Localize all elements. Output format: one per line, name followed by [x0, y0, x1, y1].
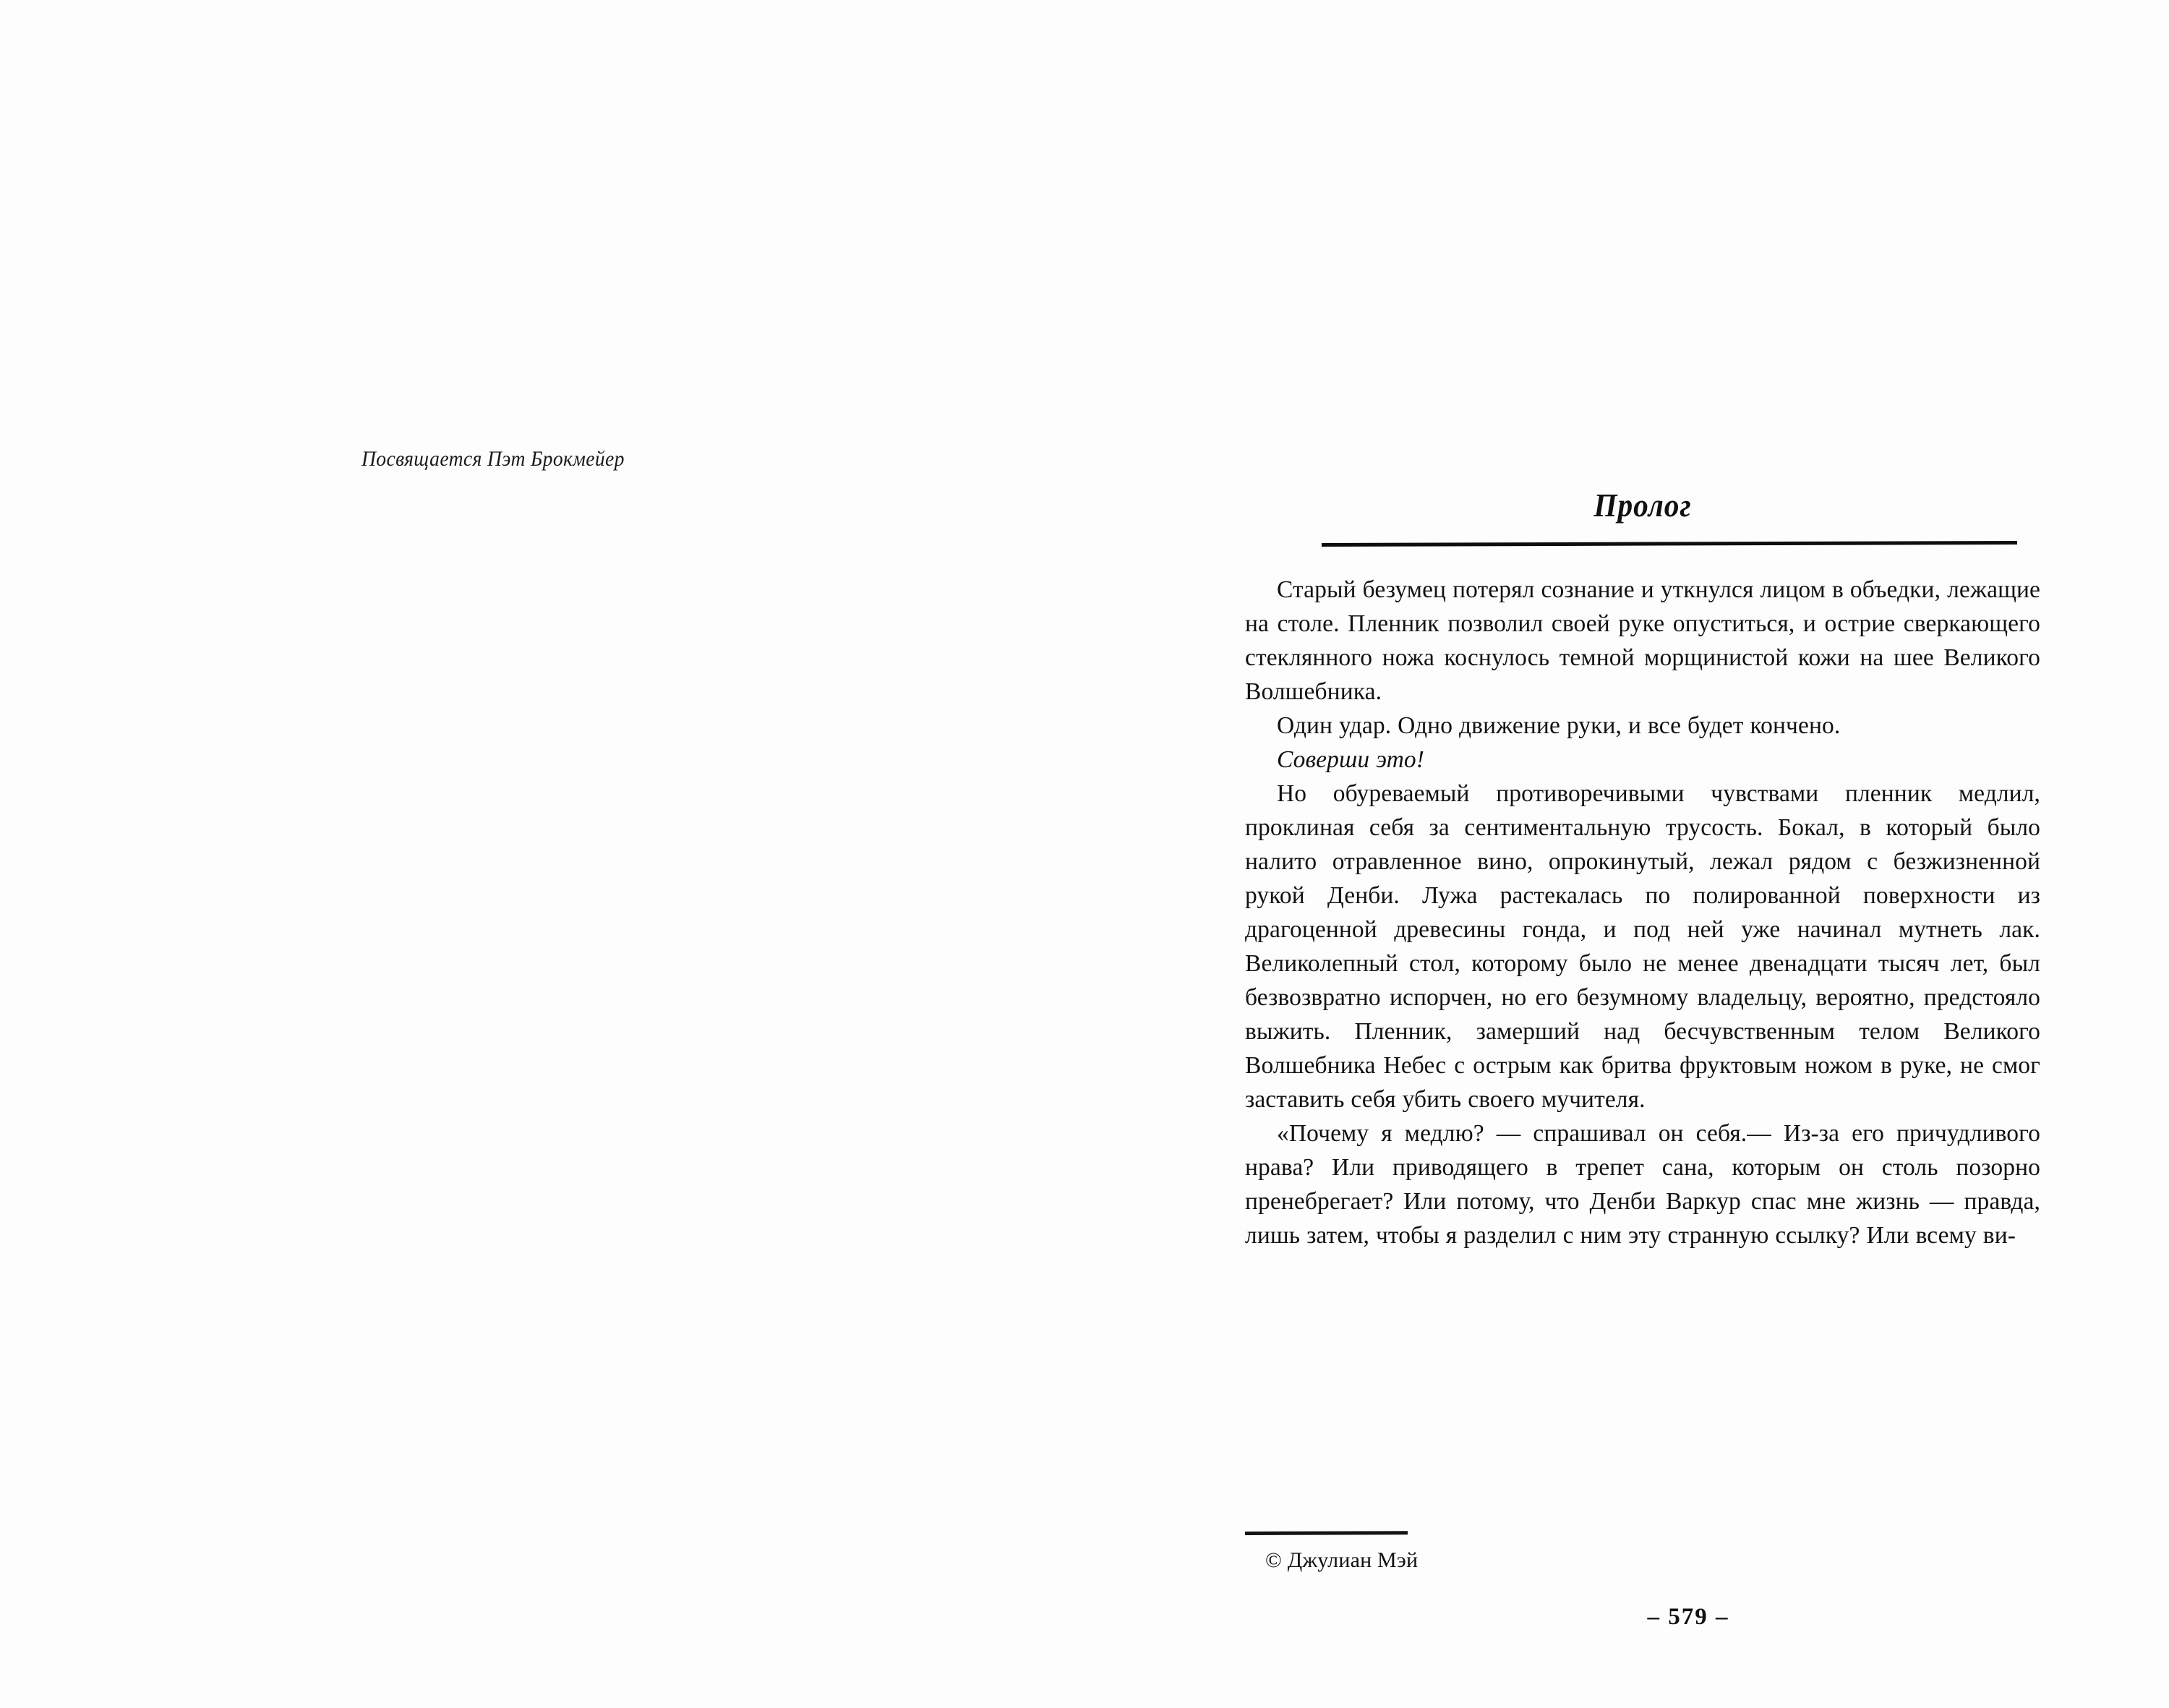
left-page: [0, 0, 1084, 1708]
paragraph: Но обуреваемый противоречивыми чувствами пленник медлил, проклиная себя за сентиментальную трусость. Бокал, в который было налито отравленное вино, опрокинутый, лежал рядом с безжизненной рукой Денби. Лужа растекалась по полированной поверхности из драгоценной древесины гонда, и под ней уже начинал мутнеть лак. Великолепный стол, которому было не менее двенадцати тысяч лет, был безвозвратно испорчен, но его безумному владельцу, вероятно, предстояло выжить. Пленник, замерший над бесчувственным телом Великого Волшебника Небес с острым как бритва фруктовым ножом в руке, не смог заставить себя убить своего мучителя.: [1245, 780, 2040, 1113]
paragraph-emphasis: Соверши это!: [1277, 746, 1425, 773]
body-text: [1245, 573, 2040, 1252]
text-column: [1245, 0, 2040, 1252]
copyright-notice: © Джулиан Мэй: [1265, 1548, 1419, 1572]
title-divider-rule: [1322, 541, 2017, 547]
paragraph: «Почему я медлю? — спрашивал он себя.— Из-за его причудливого нрава? Или приводящего в трепет сана, которым он столь позорно пренебрегает? Или потому, что Денби Варкур спас мне жизнь — правда, лишь затем, чтобы я разделил с ним эту странную ссылку? Или всему ви-: [1245, 1120, 2040, 1249]
footnote-divider-rule: [1245, 1531, 1408, 1535]
right-page: [1084, 0, 2169, 1708]
paragraph: Один удар. Одно движение руки, и все будет кончено.: [1277, 712, 1841, 739]
page-number: – 579 –: [1647, 1604, 1729, 1630]
paragraph: Старый безумец потерял сознание и уткнулся лицом в объедки, лежащие на столе. Пленник позволил своей руке опуститься, и острие сверкающего стеклянного ножа коснулось темной морщинистой кожи на шее Великого Волшебника.: [1245, 576, 2040, 705]
chapter-title: Пролог: [1593, 487, 1692, 524]
dedication-line: Посвящается Пэт Брокмейер: [362, 447, 625, 471]
footnote-block: [1245, 1532, 2040, 1573]
